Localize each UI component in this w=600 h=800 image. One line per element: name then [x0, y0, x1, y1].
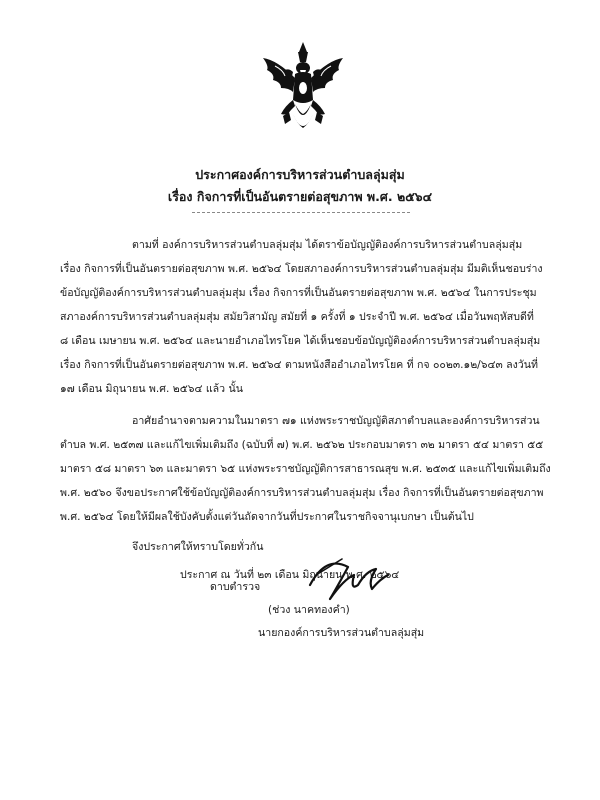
signature-prefix: ดาบตำรวจ — [210, 581, 261, 593]
announcement-date: ประกาศ ณ วันที่ ๒๓ เดือน มิถุนายน พ.ศ. ๒๕๖๔ — [180, 569, 400, 581]
body-line: มาตรา ๕๘ มาตรา ๖๓ และมาตรา ๖๕ แห่งพระราชบัญญัติการสาธารณสุข พ.ศ. ๒๕๓๕ และแก้ไขเพิ่มเติมถึง — [60, 463, 551, 475]
body-line: พ.ศ. ๒๕๖๔ โดยให้มีผลใช้บังคับตั้งแต่วันถัดจากวันที่ประกาศในราชกิจจานุเบกษา เป็นต้นไป — [60, 511, 474, 523]
signer-name: (ช่วง นาคทองคำ) — [268, 604, 350, 616]
document-subject: เรื่อง กิจการที่เป็นอันตรายต่อสุขภาพ พ.ศ. ๒๕๖๔ — [167, 189, 433, 204]
handwritten-signature — [296, 545, 396, 605]
title-divider — [192, 212, 410, 213]
body-line: สภาองค์การบริหารส่วนตำบลลุ่มสุ่ม สมัยวิสามัญ สมัยที่ ๑ ครั้งที่ ๑ ประจำปี พ.ศ. ๒๕๖๔ เมื่อวันพฤหัสบดีที่ — [60, 311, 534, 323]
body-line: พ.ศ. ๒๕๖๐ จึงขอประกาศใช้ข้อบัญญัติองค์การบริหารส่วนตำบลลุ่มสุ่ม เรื่อง กิจการที่เป็นอันตรายต่อสุขภาพ — [60, 487, 544, 499]
body-line: อาศัยอำนาจตามความในมาตรา ๗๑ แห่งพระราชบัญญัติสภาตำบลและองค์การบริหารส่วน — [132, 415, 540, 427]
body-line: เรื่อง กิจการที่เป็นอันตรายต่อสุขภาพ พ.ศ. ๒๕๖๔ ตามหนังสืออำเภอไทรโยค ที่ กจ ๐๐๒๓.๑๒/๖๔๓ ลงวันที่ — [60, 359, 538, 371]
body-line: ตามที่ องค์การบริหารส่วนตำบลลุ่มสุ่ม ได้ตราข้อบัญญัติองค์การบริหารส่วนตำบลลุ่มสุ่ม — [132, 239, 523, 251]
document-title: ประกาศองค์การบริหารส่วนตำบลลุ่มสุ่ม — [195, 167, 405, 182]
body-line: เรื่อง กิจการที่เป็นอันตรายต่อสุขภาพ พ.ศ. ๒๕๖๔ โดยสภาองค์การบริหารส่วนตำบลลุ่มสุ่ม มีมติเห็นชอบร่าง — [60, 263, 543, 275]
body-line: ๑๗ เดือน มิถุนายน พ.ศ. ๒๕๖๔ แล้ว นั้น — [60, 383, 243, 395]
signer-position: นายกองค์การบริหารส่วนตำบลลุ่มสุ่ม — [258, 627, 425, 639]
body-line: จึงประกาศให้ทราบโดยทั่วกัน — [132, 541, 264, 553]
garuda-emblem — [255, 40, 351, 140]
body-line: ตำบล พ.ศ. ๒๕๓๗ และแก้ไขเพิ่มเติมถึง (ฉบับที่ ๗) พ.ศ. ๒๕๖๒ ประกอบมาตรา ๓๒ มาตรา ๕๔ มาตรา ๕๕ — [60, 439, 544, 451]
body-line: ข้อบัญญัติองค์การบริหารส่วนตำบลลุ่มสุ่ม เรื่อง กิจการที่เป็นอันตรายต่อสุขภาพ พ.ศ. ๒๕๖๔ ในการประชุม — [60, 287, 537, 299]
body-line: ๘ เดือน เมษายน พ.ศ. ๒๕๖๔ และนายอำเภอไทรโยค ได้เห็นชอบข้อบัญญัติองค์การบริหารส่วนตำบลลุ่มสุ่ม — [60, 335, 541, 347]
